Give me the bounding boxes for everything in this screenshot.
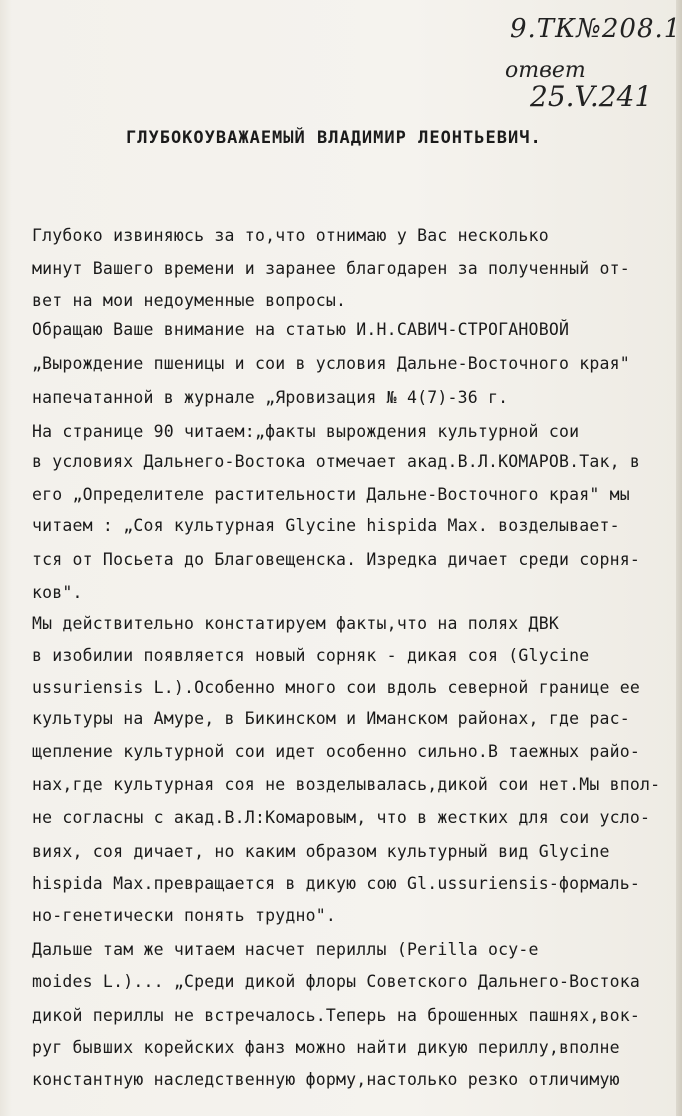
body-line: На странице 90 читаем:„факты вырождения культурной сои — [32, 422, 580, 441]
body-line: ков". — [32, 583, 83, 602]
body-line: но-генетически понять трудно". — [32, 906, 337, 925]
body-line: минут Вашего времени и заранее благодарен за полученный от- — [32, 259, 630, 278]
body-line: ussuriensis L.).Особенно много сои вдоль северной границе ее — [32, 678, 641, 697]
body-line: Мы действительно констатируем факты,что на полях ДВК — [32, 614, 559, 633]
body-line: виях, соя дичает, но каким образом культурный вид Glycine — [32, 842, 610, 861]
body-line: его „Определителе растительности Дальне-Восточного края" мы — [32, 485, 630, 504]
body-line: в изобилии появляется новый сорняк - дикая соя (Glycine — [32, 646, 590, 665]
archive-number-annotation: 9.ТК№208.1 — [510, 14, 682, 44]
reply-word-annotation: ответ — [505, 58, 586, 83]
body-line: hispida Max.превращается в дикую сою Gl.ussuriensis-формаль- — [32, 874, 641, 893]
page-edge-shadow — [676, 0, 682, 1116]
body-line: Дальше там же читаем насчет периллы (Perilla ocy-e — [32, 940, 539, 959]
salutation-heading: ГЛУБОКОУВАЖАЕМЫЙ ВЛАДИМИР ЛЕОНТЬЕВИЧ. — [126, 128, 542, 148]
body-line: культуры на Амуре, в Бикинском и Иманском районах, где рас- — [32, 709, 630, 728]
body-line: тся от Посьета до Благовещенска. Изредка дичает среди сорня- — [32, 550, 641, 569]
reply-date-annotation: 25.V.241 — [530, 80, 653, 113]
body-line: щепление культурной сои идет особенно сильно.В таежных райо- — [32, 742, 641, 761]
body-line: вет на мои недоуменные вопросы. — [32, 291, 347, 310]
body-line: Обращаю Ваше внимание на статью И.Н.САВИЧ-СТРОГАНОВОЙ — [32, 320, 570, 339]
body-line: в условиях Дальнего-Востока отмечает акад.В.Л.КОМАРОВ.Так, в — [32, 452, 641, 471]
body-line: „Вырождение пшеницы и сои в условия Дальне-Восточного края" — [32, 354, 630, 373]
body-line: Глубоко извиняюсь за то,что отнимаю у Вас несколько — [32, 226, 549, 245]
body-line: константную наследственную форму,настолько резко отличимую — [32, 1070, 620, 1089]
body-line: читаем : „Соя культурная Glycine hispida Max. возделывает- — [32, 516, 620, 535]
body-line: дикой периллы не встречалось.Теперь на брошенных пашнях,вок- — [32, 1006, 641, 1025]
body-line: не согласны с акад.В.Л:Комаровым, что в жестких для сои усло- — [32, 808, 651, 827]
body-line: нах,где культурная соя не возделывалась,дикой сои нет.Мы впол- — [32, 775, 661, 794]
body-line: руг бывших корейских фанз можно найти дикую периллу,вполне — [32, 1038, 620, 1057]
body-line: moides L.)... „Среди дикой флоры Советского Дальнего-Востока — [32, 972, 641, 991]
body-line: напечатанной в журнале „Яровизация № 4(7)-36 г. — [32, 388, 509, 407]
